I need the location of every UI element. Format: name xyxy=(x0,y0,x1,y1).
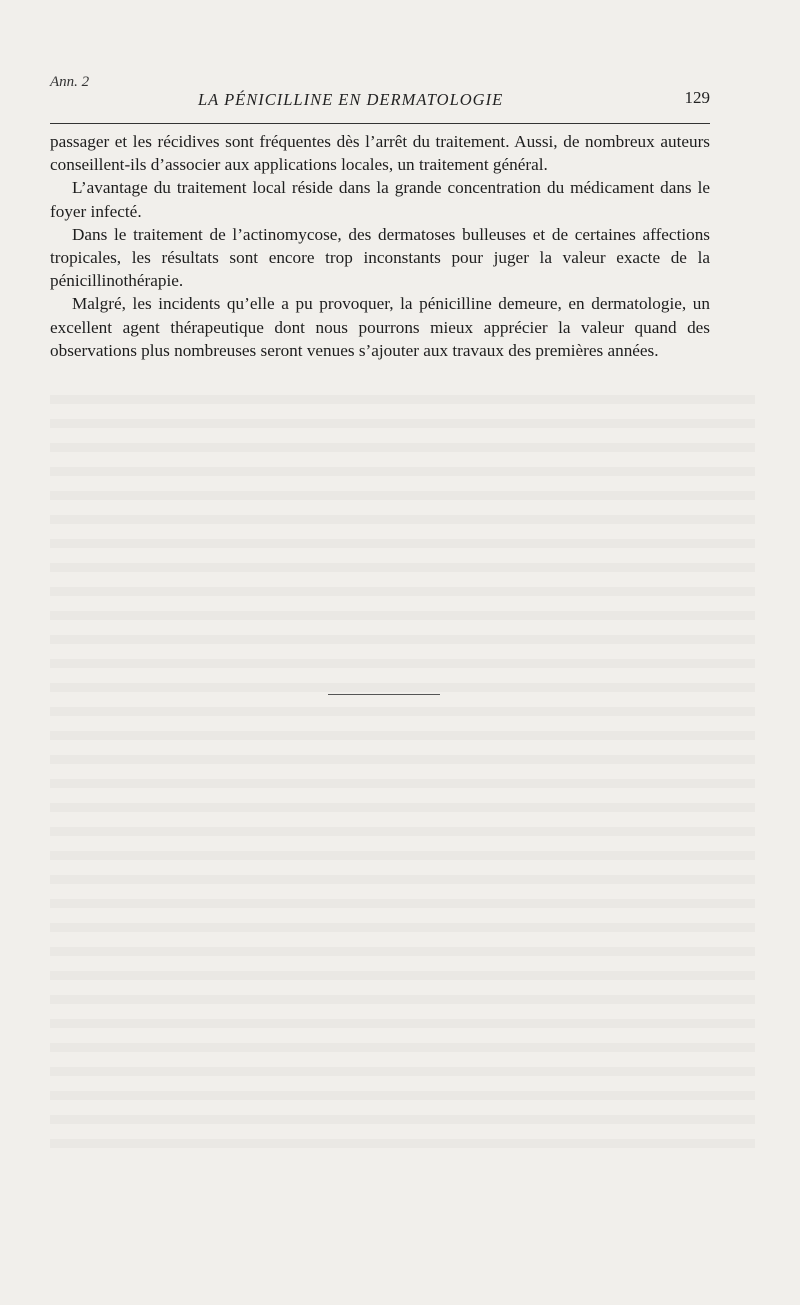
paragraph-continuation: passager et les récidives sont fréquentes dès l’arrêt du traitement. Aussi, de nombreux auteurs conseillent-ils d’associer aux applications locales, un traitement général. xyxy=(50,132,710,175)
page-number: 129 xyxy=(684,88,710,107)
header-rule xyxy=(50,123,710,124)
page-header xyxy=(50,74,710,114)
paragraph-actinomycosis: Dans le traitement de l’actinomycose, des dermatoses bulleuses et de certaines affections tropicales, les résultats sont encore trop inconstants pour juger la valeur exacte de la pénicillinothérapie. xyxy=(50,224,710,291)
series-label: Ann. 2 xyxy=(50,74,90,90)
bleed-through-texture xyxy=(50,395,755,1155)
paragraph-conclusion: Malgré, les incidents qu’elle a pu provoquer, la pénicilline demeure, en dermatologie, un excellent agent thérapeutique dont nous pourrons mieux apprécier la valeur quand des observations plus nombreuses seront venues s’ajouter aux travaux des premières années. xyxy=(50,294,710,360)
body-text xyxy=(50,130,710,362)
running-title: LA PÉNICILLINE EN DERMATOLOGIE xyxy=(198,90,504,109)
paragraph-local-treatment: L’avantage du traitement local réside dans la grande concentration du médicament dans le foyer infecté. xyxy=(50,178,710,221)
section-end-rule xyxy=(328,694,440,695)
